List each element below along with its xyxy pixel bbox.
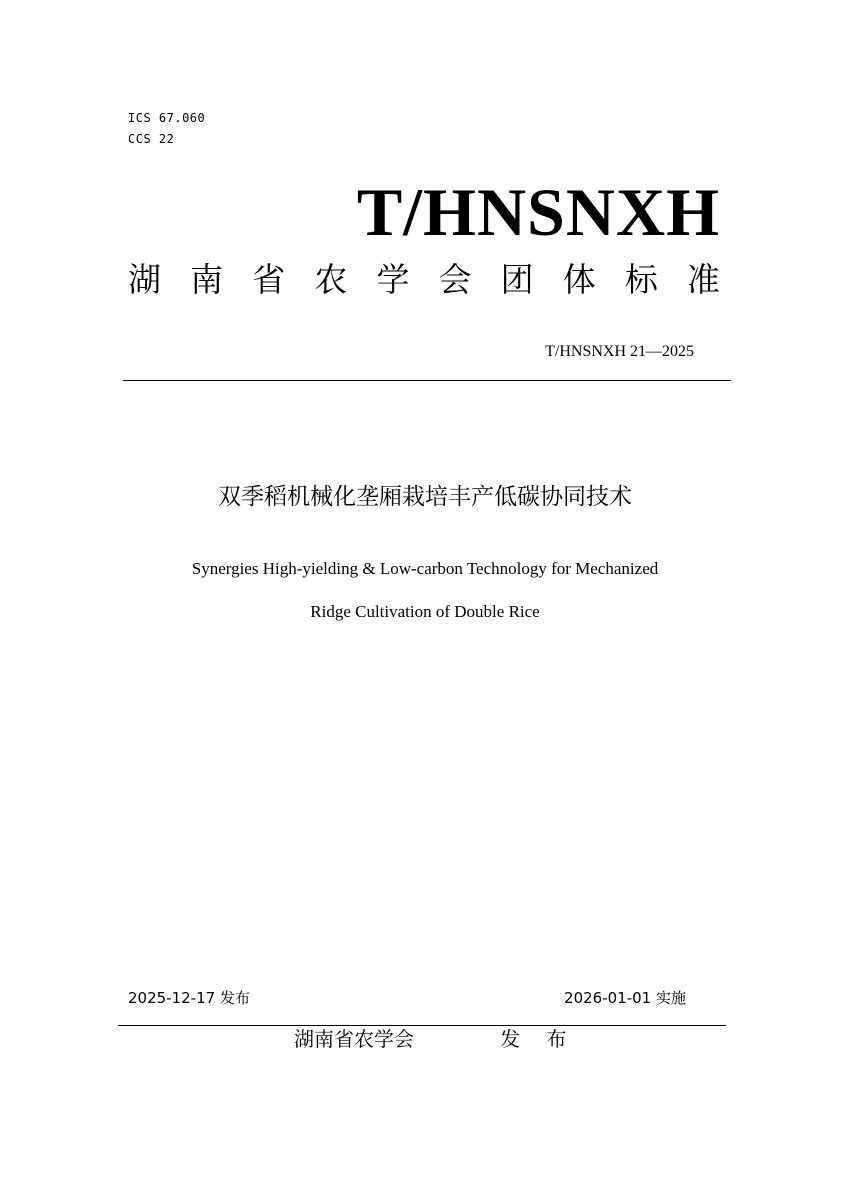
document-title-chinese: 双季稻机械化垄厢栽培丰产低碳协同技术 (218, 484, 632, 510)
org-title-char: 省 (252, 260, 286, 299)
org-title-char: 农 (314, 260, 348, 299)
bottom-divider (118, 1025, 726, 1026)
publish-date: 2025-12-17 发布 (128, 989, 250, 1007)
document-title-english-line2: Ridge Cultivation of Double Rice (310, 602, 540, 621)
org-title-char: 体 (562, 260, 596, 299)
org-title-char: 会 (438, 260, 472, 299)
org-title-char: 南 (190, 260, 224, 299)
publisher-name: 湖南省农学会 (294, 1027, 414, 1051)
org-title-char: 团 (500, 260, 534, 299)
implementation-date: 2026-01-01 实施 (564, 989, 686, 1007)
org-title-char: 学 (376, 260, 410, 299)
top-divider (123, 380, 731, 381)
ccs-code: CCS 22 (128, 132, 175, 146)
standard-code-heading: T/HNSNXH (356, 174, 720, 250)
org-title-char: 湖 (128, 260, 161, 299)
document-title-english-line1: Synergies High-yielding & Low-carbon Technology for Mechanized (191, 559, 659, 578)
publish-label: 发 布 (500, 1027, 577, 1051)
ics-code: ICS 67.060 (128, 111, 206, 125)
standard-number: T/HNSNXH 21—2025 (545, 343, 694, 360)
organization-standard-title (128, 255, 720, 305)
org-title-char: 准 (686, 260, 720, 299)
org-title-char: 标 (624, 260, 658, 299)
